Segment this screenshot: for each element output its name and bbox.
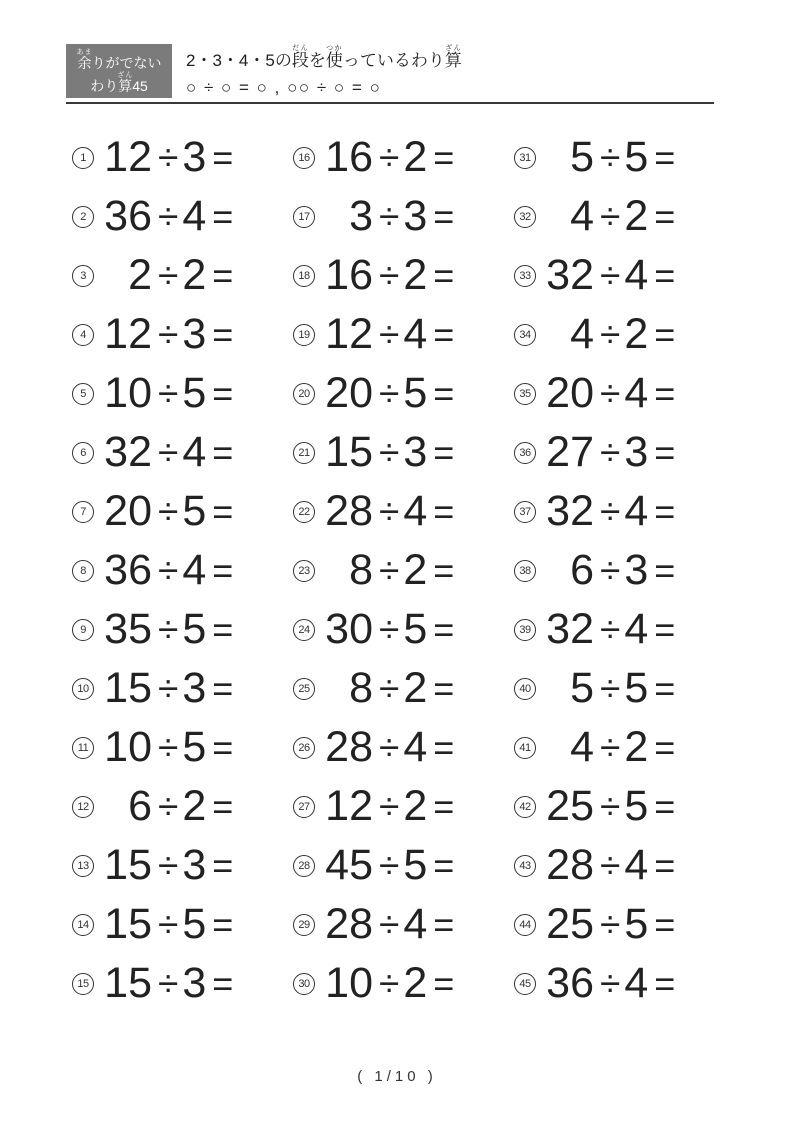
equals-sign: = [433, 549, 455, 591]
problem-row [72, 600, 293, 659]
problem-number-badge: 39 [514, 619, 536, 641]
equals-sign: = [433, 608, 455, 650]
equals-sign: = [212, 136, 234, 178]
problem-number-badge: 2 [72, 206, 94, 228]
problem-number-badge: 1 [72, 147, 94, 169]
equals-sign: = [433, 726, 455, 768]
dividend: 15 [104, 959, 152, 1007]
divisor: 2 [403, 782, 428, 830]
dividend: 15 [104, 841, 152, 889]
problem-row [514, 954, 735, 1013]
dividend: 6 [128, 782, 152, 830]
equals-sign: = [212, 608, 234, 650]
problem-number-badge: 36 [514, 442, 536, 464]
equals-sign: = [212, 549, 234, 591]
equals-sign: = [654, 431, 676, 473]
divisor: 3 [403, 428, 428, 476]
dividend: 36 [546, 959, 594, 1007]
equals-sign: = [433, 372, 455, 414]
divide-sign: ÷ [600, 904, 621, 945]
problem-row [72, 895, 293, 954]
divide-sign: ÷ [158, 668, 179, 709]
problem-row [293, 895, 514, 954]
problem-number-badge: 20 [293, 383, 315, 405]
equals-sign: = [433, 254, 455, 296]
dividend: 32 [546, 605, 594, 653]
dividend: 3 [349, 192, 373, 240]
problem-number-badge: 41 [514, 737, 536, 759]
divide-sign: ÷ [379, 137, 400, 178]
problem-row [293, 541, 514, 600]
divide-sign: ÷ [379, 432, 400, 473]
equals-sign: = [212, 903, 234, 945]
problem-row [293, 836, 514, 895]
problem-row [514, 187, 735, 246]
divide-sign: ÷ [600, 845, 621, 886]
divisor: 5 [182, 487, 207, 535]
problem-number-badge: 18 [293, 265, 315, 287]
divisor: 5 [403, 841, 428, 889]
problem-row [514, 777, 735, 836]
problem-row [72, 364, 293, 423]
divide-sign: ÷ [158, 373, 179, 414]
problem-row [72, 954, 293, 1013]
equals-sign: = [654, 667, 676, 709]
dividend: 25 [546, 782, 594, 830]
problem-row [72, 128, 293, 187]
problem-row [514, 718, 735, 777]
dividend: 5 [570, 133, 594, 181]
problem-number-badge: 21 [293, 442, 315, 464]
divisor: 4 [624, 487, 649, 535]
equals-sign: = [433, 667, 455, 709]
divide-sign: ÷ [158, 845, 179, 886]
dividend: 20 [546, 369, 594, 417]
problem-number-badge: 13 [72, 855, 94, 877]
problem-row [293, 600, 514, 659]
divide-sign: ÷ [379, 255, 400, 296]
divide-sign: ÷ [158, 550, 179, 591]
equals-sign: = [654, 372, 676, 414]
equals-sign: = [433, 903, 455, 945]
divisor: 2 [403, 251, 428, 299]
dividend: 12 [325, 782, 373, 830]
problem-row [293, 187, 514, 246]
divide-sign: ÷ [158, 786, 179, 827]
divide-sign: ÷ [379, 550, 400, 591]
problem-number-badge: 29 [293, 914, 315, 936]
divide-sign: ÷ [379, 196, 400, 237]
dividend: 8 [349, 664, 373, 712]
dividend: 10 [325, 959, 373, 1007]
equals-sign: = [212, 313, 234, 355]
worksheet-title-box [66, 44, 172, 98]
problem-row [514, 423, 735, 482]
problem-number-badge: 38 [514, 560, 536, 582]
divisor: 2 [182, 251, 207, 299]
divide-sign: ÷ [600, 137, 621, 178]
divisor: 5 [624, 782, 649, 830]
problem-row [72, 187, 293, 246]
equals-sign: = [433, 785, 455, 827]
problem-row [72, 246, 293, 305]
divisor: 4 [403, 723, 428, 771]
dividend: 20 [325, 369, 373, 417]
divide-sign: ÷ [379, 963, 400, 1004]
divisor: 4 [403, 310, 428, 358]
equals-sign: = [654, 785, 676, 827]
problem-row [72, 423, 293, 482]
problem-number-badge: 28 [293, 855, 315, 877]
equals-sign: = [654, 726, 676, 768]
divisor: 4 [624, 959, 649, 1007]
dividend: 4 [570, 310, 594, 358]
problem-number-badge: 14 [72, 914, 94, 936]
equals-sign: = [212, 490, 234, 532]
problem-grid [72, 128, 735, 1013]
dividend: 28 [325, 487, 373, 535]
equals-sign: = [212, 667, 234, 709]
equals-sign: = [433, 962, 455, 1004]
problem-number-badge: 40 [514, 678, 536, 700]
divide-sign: ÷ [379, 845, 400, 886]
dividend: 28 [325, 900, 373, 948]
equals-sign: = [433, 431, 455, 473]
divisor: 3 [182, 841, 207, 889]
divisor: 2 [403, 959, 428, 1007]
divisor: 5 [624, 900, 649, 948]
divisor: 2 [624, 723, 649, 771]
dividend: 16 [325, 133, 373, 181]
divisor: 3 [624, 546, 649, 594]
problem-number-badge: 4 [72, 324, 94, 346]
equals-sign: = [433, 844, 455, 886]
divisor: 3 [182, 664, 207, 712]
problem-number-badge: 26 [293, 737, 315, 759]
problem-row [293, 364, 514, 423]
dividend: 12 [104, 133, 152, 181]
equals-sign: = [212, 785, 234, 827]
equals-sign: = [433, 136, 455, 178]
divisor: 5 [182, 900, 207, 948]
divisor: 5 [182, 723, 207, 771]
equals-sign: = [212, 844, 234, 886]
dividend: 32 [546, 487, 594, 535]
problem-number-badge: 8 [72, 560, 94, 582]
problem-row [293, 482, 514, 541]
problem-number-badge: 37 [514, 501, 536, 523]
problem-row [72, 541, 293, 600]
problem-row [72, 836, 293, 895]
equals-sign: = [212, 372, 234, 414]
divisor: 2 [182, 782, 207, 830]
problem-number-badge: 10 [72, 678, 94, 700]
problem-row [72, 777, 293, 836]
dividend: 8 [349, 546, 373, 594]
equals-sign: = [654, 313, 676, 355]
divisor: 4 [182, 192, 207, 240]
problem-number-badge: 6 [72, 442, 94, 464]
dividend: 28 [546, 841, 594, 889]
problem-row [72, 659, 293, 718]
problem-number-badge: 5 [72, 383, 94, 405]
worksheet-subtitle [186, 42, 462, 98]
problem-row [514, 895, 735, 954]
problem-number-badge: 32 [514, 206, 536, 228]
divisor: 4 [182, 546, 207, 594]
dividend: 36 [104, 192, 152, 240]
problem-number-badge: 45 [514, 973, 536, 995]
problem-row [514, 246, 735, 305]
divide-sign: ÷ [600, 432, 621, 473]
problem-row [72, 305, 293, 364]
equals-sign: = [212, 962, 234, 1004]
equals-sign: = [212, 195, 234, 237]
problem-number-badge: 35 [514, 383, 536, 405]
divisor: 3 [182, 959, 207, 1007]
divisor: 4 [624, 369, 649, 417]
divide-sign: ÷ [158, 904, 179, 945]
divide-sign: ÷ [379, 727, 400, 768]
divisor: 4 [182, 428, 207, 476]
dividend: 20 [104, 487, 152, 535]
problem-number-badge: 31 [514, 147, 536, 169]
problem-number-badge: 33 [514, 265, 536, 287]
problem-row [514, 541, 735, 600]
divide-sign: ÷ [600, 196, 621, 237]
worksheet-title-line2: わり算ざん45 [90, 72, 148, 94]
divisor: 2 [624, 310, 649, 358]
equals-sign: = [433, 490, 455, 532]
problem-number-badge: 23 [293, 560, 315, 582]
divide-sign: ÷ [600, 314, 621, 355]
divide-sign: ÷ [600, 550, 621, 591]
problem-row [514, 659, 735, 718]
equals-sign: = [654, 254, 676, 296]
problem-row [293, 659, 514, 718]
divisor: 2 [624, 192, 649, 240]
problem-row [514, 128, 735, 187]
dividend: 4 [570, 192, 594, 240]
dividend: 32 [546, 251, 594, 299]
dividend: 12 [104, 310, 152, 358]
problem-number-badge: 44 [514, 914, 536, 936]
problem-row [293, 246, 514, 305]
problem-number-badge: 17 [293, 206, 315, 228]
divisor: 3 [182, 310, 207, 358]
divisor: 5 [624, 664, 649, 712]
divide-sign: ÷ [158, 963, 179, 1004]
equals-sign: = [654, 962, 676, 1004]
problem-number-badge: 30 [293, 973, 315, 995]
problem-row [293, 954, 514, 1013]
pattern-example: ○ ÷ ○ = ○ , ○○ ÷ ○ = ○ [186, 77, 382, 97]
divide-sign: ÷ [379, 491, 400, 532]
problem-number-badge: 27 [293, 796, 315, 818]
divide-sign: ÷ [600, 727, 621, 768]
problem-row [514, 600, 735, 659]
problem-number-badge: 22 [293, 501, 315, 523]
divisor: 4 [624, 251, 649, 299]
divisor: 2 [403, 133, 428, 181]
divide-sign: ÷ [600, 255, 621, 296]
dividend: 27 [546, 428, 594, 476]
divide-sign: ÷ [600, 609, 621, 650]
equals-sign: = [654, 490, 676, 532]
divide-sign: ÷ [158, 491, 179, 532]
problem-number-badge: 42 [514, 796, 536, 818]
divisor: 4 [624, 605, 649, 653]
problem-row [293, 305, 514, 364]
divide-sign: ÷ [158, 137, 179, 178]
divide-sign: ÷ [158, 727, 179, 768]
divide-sign: ÷ [158, 432, 179, 473]
subtitle-text: 2・3・4・5の段だんを使つかっているわり算ざん [186, 45, 462, 70]
dividend: 16 [325, 251, 373, 299]
problem-row [293, 718, 514, 777]
dividend: 15 [104, 664, 152, 712]
dividend: 35 [104, 605, 152, 653]
divide-sign: ÷ [600, 491, 621, 532]
problem-number-badge: 7 [72, 501, 94, 523]
problem-number-badge: 43 [514, 855, 536, 877]
divisor: 5 [403, 605, 428, 653]
dividend: 28 [325, 723, 373, 771]
divide-sign: ÷ [379, 668, 400, 709]
problem-row [514, 482, 735, 541]
problem-number-badge: 19 [293, 324, 315, 346]
problem-number-badge: 11 [72, 737, 94, 759]
equals-sign: = [654, 195, 676, 237]
equals-sign: = [212, 254, 234, 296]
problem-row [293, 423, 514, 482]
equals-sign: = [654, 608, 676, 650]
dividend: 6 [570, 546, 594, 594]
divisor: 5 [182, 605, 207, 653]
problem-number-badge: 25 [293, 678, 315, 700]
divide-sign: ÷ [600, 963, 621, 1004]
problem-row [293, 777, 514, 836]
problem-row [514, 836, 735, 895]
problem-row [293, 128, 514, 187]
problem-number-badge: 15 [72, 973, 94, 995]
problem-row [72, 718, 293, 777]
problem-number-badge: 34 [514, 324, 536, 346]
equals-sign: = [654, 903, 676, 945]
problem-row [72, 482, 293, 541]
divide-sign: ÷ [600, 786, 621, 827]
dividend: 25 [546, 900, 594, 948]
equals-sign: = [433, 313, 455, 355]
divide-sign: ÷ [158, 314, 179, 355]
divide-sign: ÷ [379, 904, 400, 945]
problem-number-badge: 24 [293, 619, 315, 641]
divide-sign: ÷ [379, 786, 400, 827]
divisor: 4 [624, 841, 649, 889]
dividend: 12 [325, 310, 373, 358]
divide-sign: ÷ [379, 373, 400, 414]
worksheet-title-line1: 余あまりがでない [76, 48, 162, 71]
equals-sign: = [433, 195, 455, 237]
equals-sign: = [212, 726, 234, 768]
problem-number-badge: 9 [72, 619, 94, 641]
problem-number-badge: 12 [72, 796, 94, 818]
equals-sign: = [654, 136, 676, 178]
page-number: ( 1/10 ) [357, 1068, 437, 1085]
header-rule [66, 102, 714, 104]
divisor: 2 [403, 546, 428, 594]
divisor: 5 [403, 369, 428, 417]
dividend: 45 [325, 841, 373, 889]
dividend: 4 [570, 723, 594, 771]
divisor: 5 [624, 133, 649, 181]
equals-sign: = [654, 844, 676, 886]
divide-sign: ÷ [158, 609, 179, 650]
divisor: 3 [624, 428, 649, 476]
divisor: 5 [182, 369, 207, 417]
dividend: 2 [128, 251, 152, 299]
divide-sign: ÷ [600, 668, 621, 709]
equals-sign: = [654, 549, 676, 591]
divisor: 2 [403, 664, 428, 712]
divisor: 4 [403, 900, 428, 948]
divisor: 3 [182, 133, 207, 181]
divide-sign: ÷ [600, 373, 621, 414]
dividend: 15 [325, 428, 373, 476]
divide-sign: ÷ [158, 255, 179, 296]
divide-sign: ÷ [158, 196, 179, 237]
divide-sign: ÷ [379, 609, 400, 650]
divisor: 4 [403, 487, 428, 535]
divisor: 3 [403, 192, 428, 240]
dividend: 5 [570, 664, 594, 712]
dividend: 15 [104, 900, 152, 948]
dividend: 32 [104, 428, 152, 476]
problem-row [514, 364, 735, 423]
problem-number-badge: 16 [293, 147, 315, 169]
dividend: 30 [325, 605, 373, 653]
dividend: 10 [104, 369, 152, 417]
equals-sign: = [212, 431, 234, 473]
dividend: 10 [104, 723, 152, 771]
problem-number-badge: 3 [72, 265, 94, 287]
divide-sign: ÷ [379, 314, 400, 355]
dividend: 36 [104, 546, 152, 594]
problem-row [514, 305, 735, 364]
